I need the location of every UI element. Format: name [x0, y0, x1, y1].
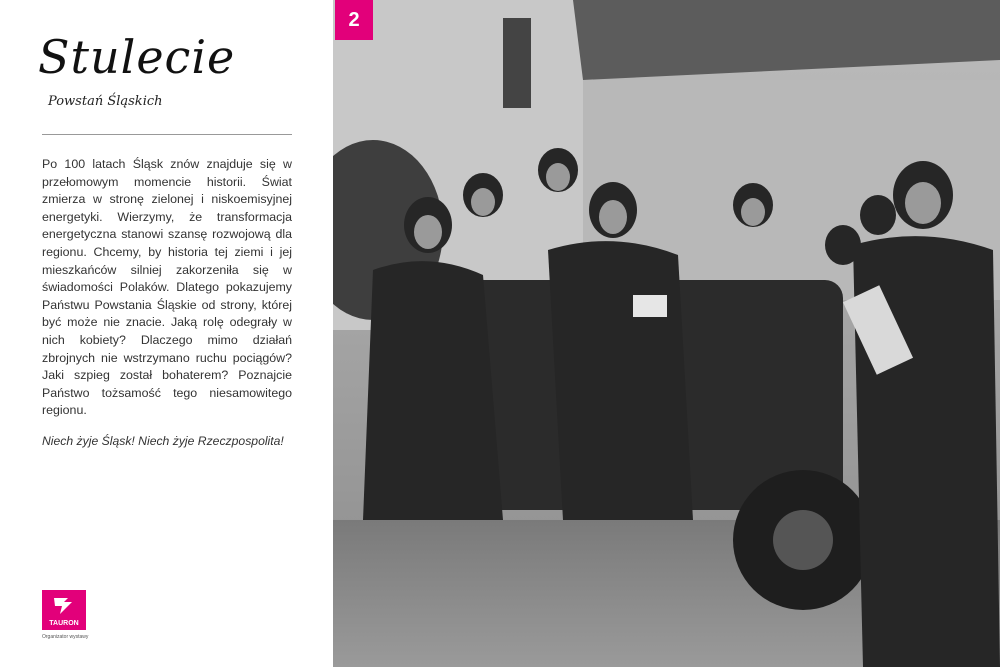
title-block	[38, 30, 236, 84]
logo-wordmark: TAURON	[49, 620, 79, 627]
body-paragraph: Po 100 latach Śląsk znów znajduje się w przełomowym momencie historii. Świat zmierza w stronę zielonej i niskoemisyjnej energetyki. Wierzymy, że transformacja energetyczna stanowi szansę rozwojową dla regionu. Chcemy, by historia tej ziemi i jej mieszkańców silniej zakorzeniła się w świadomości Polaków. Dlatego pokazujemy Państwu Powstania Śląskie od strony, której być może nie znacie. Jaką rolę odegrały w nich kobiety? Dlaczego mimo działań zbrojnych nie wstrzymano ruchu pociągów? Jaki szpieg został bohaterem? Poznajcie Państwo tożsamość tego niesamowitego regionu.	[42, 157, 292, 418]
photo-illustration	[333, 0, 1000, 667]
tauron-logo	[42, 590, 86, 630]
text-panel	[0, 0, 333, 667]
page-title: Stulecie	[38, 30, 236, 84]
motto-text: Niech żyje Śląsk! Niech żyje Rzeczpospolita!	[42, 434, 284, 448]
logo-caption: Organizator wystawy	[42, 634, 89, 640]
historical-photo	[333, 0, 1000, 667]
page-subtitle: Powstań Śląskich	[48, 94, 163, 109]
tauron-mark-icon	[42, 590, 86, 620]
page-number-badge: 2	[335, 0, 373, 40]
divider	[42, 134, 292, 135]
